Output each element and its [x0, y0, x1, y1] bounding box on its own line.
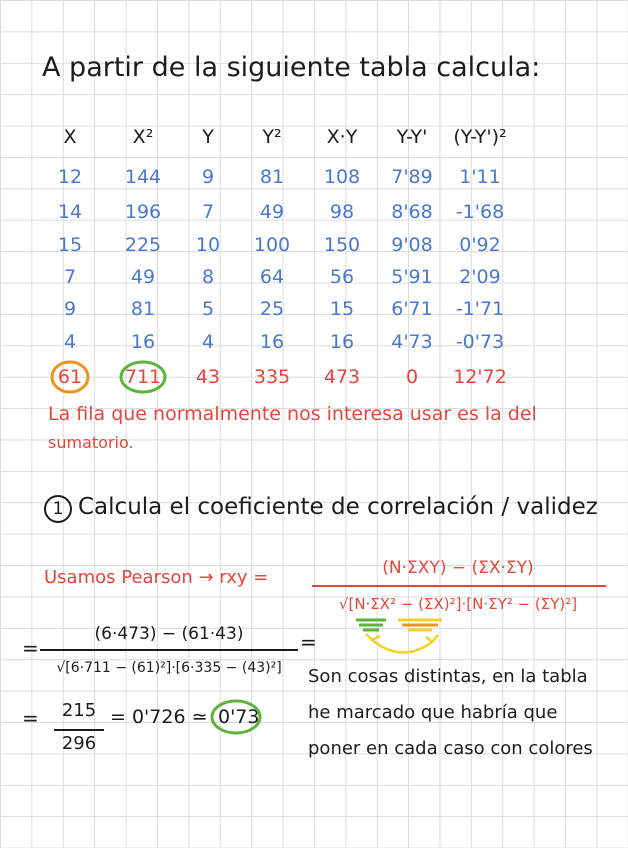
pearson-denominator: √[N·ΣX² − (ΣX)²]·[N·ΣY² − (ΣY)²] — [338, 595, 578, 613]
result-denominator: 296 — [61, 733, 97, 754]
table-cell: 16 — [329, 331, 355, 353]
table-cell: 10 — [195, 234, 221, 256]
table-cell: 150 — [323, 234, 361, 256]
pearson-numerator: (N·ΣXY) − (ΣX·ΣY) — [382, 558, 534, 578]
question-text: Calcula el coeficiente de correlación / validez — [78, 494, 598, 520]
green-result-circle — [212, 701, 260, 733]
table-cell: 81 — [130, 298, 156, 320]
table-cell: 2'09 — [459, 266, 501, 288]
table-cell: 0'92 — [459, 234, 501, 256]
side-note-line-1: Son cosas distintas, en la tabla — [308, 666, 588, 687]
table-cell: 9 — [63, 298, 77, 320]
result-decimal: = 0'726 ≃ — [110, 706, 208, 728]
sum-cell: 473 — [323, 366, 361, 388]
equals-sign: = — [22, 636, 39, 660]
sum-cell: 335 — [253, 366, 291, 388]
header-y: Y — [202, 126, 214, 148]
table-cell: 7 — [63, 266, 77, 288]
table-cell: 7'89 — [391, 166, 433, 188]
table-cell: 16 — [130, 331, 156, 353]
table-cell: 98 — [329, 201, 355, 223]
table-cell: 15 — [329, 298, 355, 320]
table-cell: 100 — [253, 234, 291, 256]
sum-cell-x: 61 — [57, 366, 83, 388]
header-y-minus-yprime: Y-Y' — [396, 126, 428, 148]
yellow-arrow — [372, 640, 432, 653]
table-cell: 49 — [130, 266, 156, 288]
side-note-line-3: poner en cada caso con colores — [308, 738, 593, 759]
page-title: A partir de la siguiente tabla calcula: — [42, 52, 541, 83]
table-cell: 4 — [63, 331, 77, 353]
table-cell: -1'71 — [455, 298, 505, 320]
table-cell: 8'68 — [391, 201, 433, 223]
table-cell: 6'71 — [391, 298, 433, 320]
header-xy: X·Y — [326, 126, 358, 148]
green-highlight-mark — [356, 620, 386, 630]
table-cell: 4 — [201, 331, 215, 353]
table-cell: 144 — [124, 166, 162, 188]
note-line-2: sumatorio. — [48, 433, 134, 452]
table-cell: 1'11 — [459, 166, 501, 188]
table-cell: -0'73 — [455, 331, 505, 353]
table-cell: 49 — [259, 201, 285, 223]
table-cell: 9 — [201, 166, 215, 188]
table-cell: 5 — [201, 298, 215, 320]
calc-denominator: √[6·711 − (61)²]·[6·335 − (43)²] — [56, 660, 282, 676]
table-cell: 5'91 — [391, 266, 433, 288]
note-line-1: La fila que normalmente nos interesa usar es la del — [48, 403, 537, 425]
header-y-squared: Y² — [262, 126, 282, 148]
result-numerator: 215 — [61, 700, 97, 721]
pearson-intro: Usamos Pearson → rxy = — [44, 567, 269, 588]
table-cell: 196 — [124, 201, 162, 223]
table-cell: -1'68 — [455, 201, 505, 223]
table-cell: 12 — [57, 166, 83, 188]
table-cell: 8 — [201, 266, 215, 288]
header-residual-squared: (Y-Y')² — [453, 126, 507, 148]
equals-sign: = — [22, 706, 39, 730]
sum-cell: 43 — [195, 366, 221, 388]
result-final: 0'73 — [218, 706, 260, 728]
sum-cell: 0 — [405, 366, 419, 388]
table-cell: 16 — [259, 331, 285, 353]
side-note-line-2: he marcado que habría que — [308, 702, 558, 723]
table-cell: 4'73 — [391, 331, 433, 353]
table-cell: 225 — [124, 234, 162, 256]
green-circle — [121, 362, 165, 392]
equals-sign: = — [300, 630, 317, 654]
table-cell: 7 — [201, 201, 215, 223]
table-cell: 25 — [259, 298, 285, 320]
question-number-badge: 1 — [44, 495, 72, 523]
table-cell: 108 — [323, 166, 361, 188]
orange-circle — [52, 362, 88, 392]
header-x: X — [63, 126, 77, 148]
table-cell: 56 — [329, 266, 355, 288]
calc-numerator: (6·473) − (61·43) — [94, 624, 244, 644]
table-cell: 81 — [259, 166, 285, 188]
table-cell: 14 — [57, 201, 83, 223]
sum-cell-x-squared: 711 — [124, 366, 162, 388]
table-cell: 15 — [57, 234, 83, 256]
table-cell: 9'08 — [391, 234, 433, 256]
table-cell: 64 — [259, 266, 285, 288]
header-x-squared: X² — [132, 126, 154, 148]
sum-cell: 12'72 — [453, 366, 507, 388]
yellow-highlight-mark — [398, 620, 442, 630]
